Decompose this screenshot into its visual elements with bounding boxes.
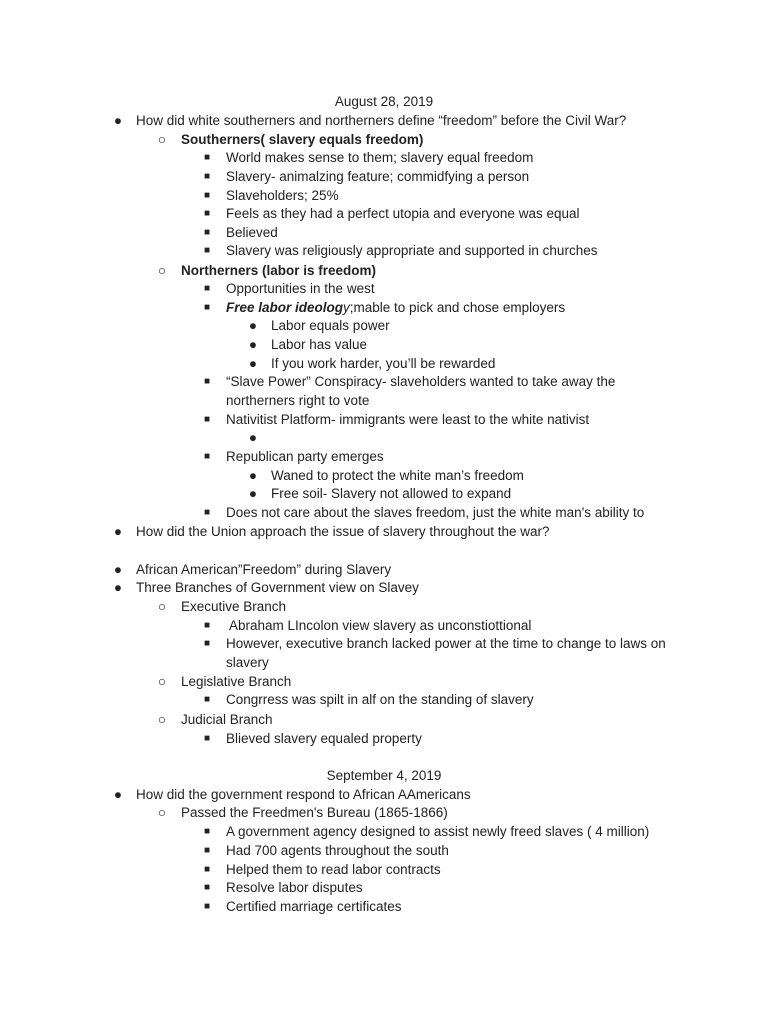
section-heading: Northerners (labor is freedom)	[181, 263, 377, 278]
list-item-text: Certified marriage certificates	[226, 899, 402, 914]
list-item	[0, 466, 768, 485]
list-item-text: However, executive branch lacked power at the time to change to laws on	[226, 636, 666, 651]
bullet-square-icon: ■	[203, 507, 211, 518]
bullet-square-icon: ■	[203, 376, 211, 387]
list-item	[0, 223, 768, 242]
bullet-square-icon: ■	[203, 864, 211, 875]
list-item	[0, 261, 768, 280]
bullet-square-icon: ■	[203, 620, 211, 631]
list-item	[0, 503, 768, 522]
bullet-disc-icon: ●	[248, 356, 258, 371]
bullet-square-icon: ■	[203, 826, 211, 837]
list-item	[0, 710, 768, 729]
list-item	[0, 111, 768, 130]
list-item-text: Waned to protect the white man’s freedom	[271, 468, 524, 483]
bullet-disc-icon: ●	[248, 430, 258, 445]
list-item-text: A government agency designed to assist newly freed slaves ( 4 million)	[226, 824, 650, 839]
list-item-text: Believed	[226, 225, 278, 240]
list-item	[0, 186, 768, 205]
list-item-text: African American”Freedom” during Slavery	[136, 562, 392, 577]
bullet-disc-icon: ●	[113, 524, 123, 539]
bullet-circle-icon: ○	[157, 599, 167, 614]
list-item	[0, 354, 768, 373]
list-item-text: Republican party emerges	[226, 449, 384, 464]
bullet-square-icon: ■	[203, 245, 211, 256]
bullet-disc-icon: ●	[113, 113, 123, 128]
bullet-circle-icon: ○	[157, 263, 167, 278]
question-text: How did the Union approach the issue of slavery throughout the war?	[136, 524, 550, 539]
bullet-disc-icon: ●	[248, 486, 258, 501]
list-item-text: Blieved slavery equaled property	[226, 731, 422, 746]
list-item-text: Slavery was religiously appropriate and supported in churches	[226, 243, 598, 258]
bullet-square-icon: ■	[203, 845, 211, 856]
list-item	[0, 897, 768, 916]
list-item-text: Had 700 agents throughout the south	[226, 843, 449, 858]
list-item-text: World makes sense to them; slavery equal freedom	[226, 150, 534, 165]
bullet-disc-icon: ●	[248, 468, 258, 483]
bullet-square-icon: ■	[203, 302, 211, 313]
question-text: How did white southerners and northerners define “freedom” before the Civil War?	[136, 113, 627, 128]
list-item	[0, 298, 768, 317]
list-item	[0, 522, 768, 541]
list-item-text: Feels as they had a perfect utopia and everyone was equal	[226, 206, 580, 221]
bullet-square-icon: ■	[203, 283, 211, 294]
list-item	[0, 241, 768, 260]
list-item-text: Abraham LIncolon view slavery as unconstiottional	[226, 618, 532, 633]
list-item-text: northerners right to vote	[226, 393, 370, 408]
list-item-text: Three Branches of Government view on Slavey	[136, 580, 419, 595]
list-item	[0, 841, 768, 860]
bullet-square-icon: ■	[203, 414, 211, 425]
list-item-text: If you work harder, you’ll be rewarded	[271, 356, 496, 371]
list-item	[0, 878, 768, 897]
bullet-disc-icon: ●	[248, 318, 258, 333]
list-item	[0, 447, 768, 466]
list-item	[0, 578, 768, 597]
bullet-square-icon: ■	[203, 451, 211, 462]
list-item	[0, 822, 768, 841]
list-item	[0, 148, 768, 167]
bullet-disc-icon: ●	[113, 562, 123, 577]
list-item-text: Helped them to read labor contracts	[226, 862, 441, 877]
bullet-circle-icon: ○	[157, 132, 167, 147]
date-heading: September 4, 2019	[326, 768, 442, 783]
list-item-text: slavery	[226, 655, 269, 670]
bullet-square-icon: ■	[203, 227, 211, 238]
list-item	[0, 785, 768, 804]
question-text: How did the government respond to African AAmericans	[136, 787, 471, 802]
bullet-disc-icon: ●	[113, 580, 123, 595]
list-item-text: Labor has value	[271, 337, 368, 352]
bullet-square-icon: ■	[203, 208, 211, 219]
emphasis-text: y	[343, 300, 350, 315]
list-item-text: Opportunities in the west	[226, 281, 375, 296]
bullet-square-icon: ■	[203, 882, 211, 893]
list-item	[0, 204, 768, 223]
list-item	[0, 729, 768, 748]
list-item	[0, 167, 768, 186]
list-item	[0, 690, 768, 709]
bullet-square-icon: ■	[203, 190, 211, 201]
list-item	[0, 410, 768, 429]
section-heading: Judicial Branch	[181, 712, 273, 727]
emphasis-text: Free labor ideolog	[226, 300, 344, 315]
bullet-square-icon: ■	[203, 694, 211, 705]
bullet-disc-icon: ●	[113, 787, 123, 802]
list-item	[0, 428, 768, 447]
list-item-text: Labor equals power	[271, 318, 390, 333]
list-item-text: Free labor ideology;mable to pick and chose employers	[226, 300, 566, 315]
list-item-text: Does not care about the slaves freedom, just the white man's ability to	[226, 505, 645, 520]
bullet-disc-icon: ●	[248, 337, 258, 352]
list-item-text: Nativitist Platform- immigrants were least to the white nativist	[226, 412, 590, 427]
section-heading: Passed the Freedmen's Bureau (1865-1866)	[181, 805, 448, 820]
list-item-continuation	[0, 391, 768, 410]
bullet-square-icon: ■	[203, 152, 211, 163]
bullet-circle-icon: ○	[157, 805, 167, 820]
list-item-text: Resolve labor disputes	[226, 880, 363, 895]
list-item	[0, 634, 768, 653]
list-item	[0, 672, 768, 691]
list-item	[0, 130, 768, 149]
list-item-text: Slavery- animalzing feature; commidfying a person	[226, 169, 530, 184]
list-item	[0, 560, 768, 579]
date-heading: August 28, 2019	[334, 94, 434, 109]
bullet-square-icon: ■	[203, 171, 211, 182]
list-item	[0, 597, 768, 616]
list-item-continuation	[0, 653, 768, 672]
bullet-square-icon: ■	[203, 638, 211, 649]
list-item	[0, 316, 768, 335]
bullet-square-icon: ■	[203, 733, 211, 744]
bullet-square-icon: ■	[203, 901, 211, 912]
bullet-circle-icon: ○	[157, 712, 167, 727]
bullet-circle-icon: ○	[157, 674, 167, 689]
list-item-text: Slaveholders; 25%	[226, 188, 339, 203]
list-item	[0, 372, 768, 391]
list-item	[0, 860, 768, 879]
list-item-text: “Slave Power” Conspiracy- slaveholders wanted to take away the	[226, 374, 616, 389]
section-heading: Legislative Branch	[181, 674, 292, 689]
list-item	[0, 335, 768, 354]
list-item	[0, 616, 768, 635]
section-heading: Southerners( slavery equals freedom)	[181, 132, 424, 147]
list-item	[0, 279, 768, 298]
list-item	[0, 484, 768, 503]
list-item-text: Congrress was spilt in alf on the standing of slavery	[226, 692, 534, 707]
list-item-text: Free soil- Slavery not allowed to expand	[271, 486, 512, 501]
list-item	[0, 803, 768, 822]
section-heading: Executive Branch	[181, 599, 287, 614]
